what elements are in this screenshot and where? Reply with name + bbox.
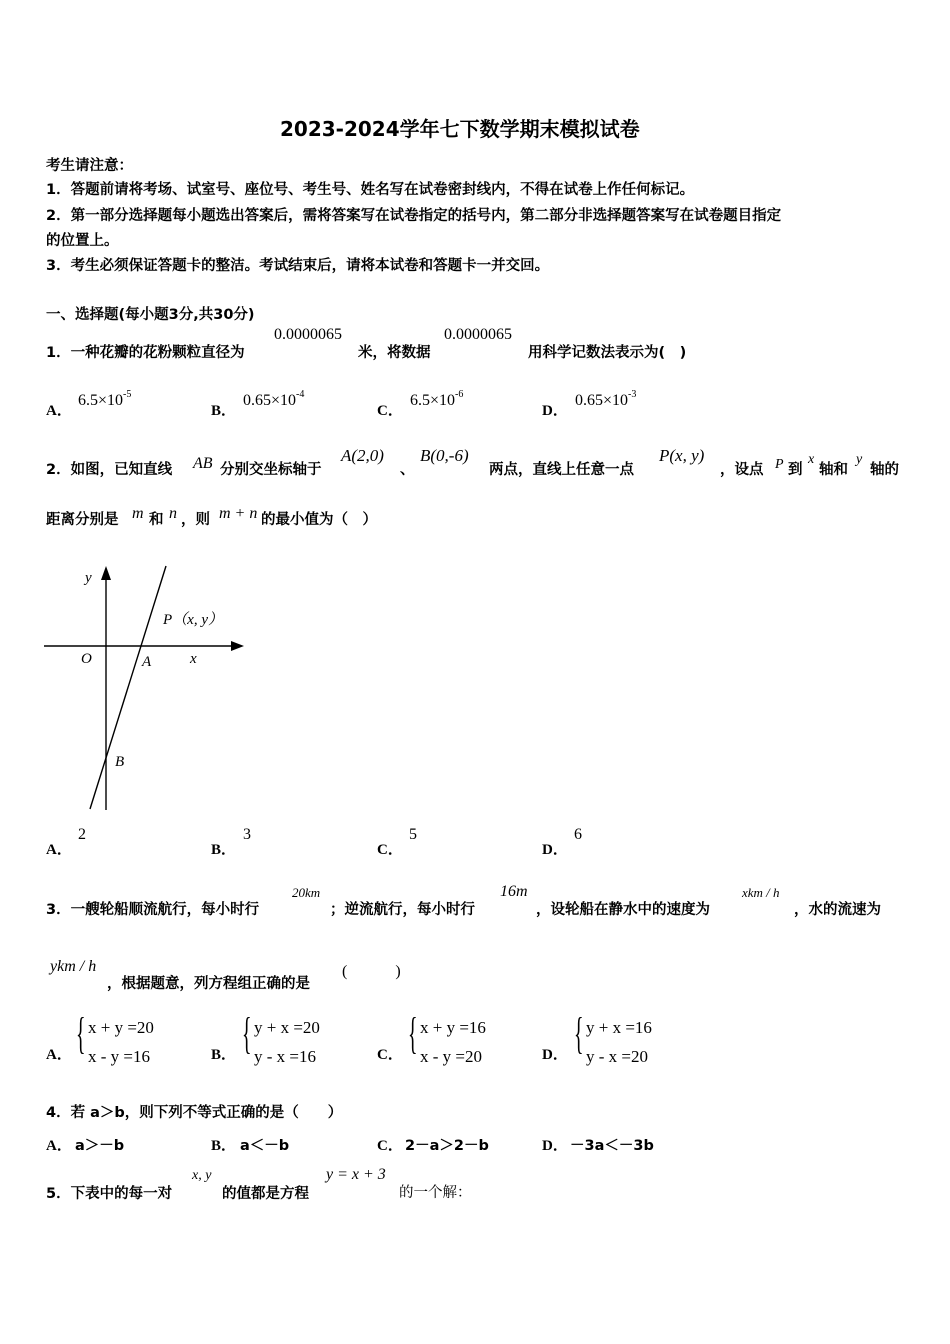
equation: y + x =16 — [586, 1018, 652, 1037]
option-label: A． — [46, 1138, 72, 1154]
q2-text: 轴和 — [819, 462, 848, 478]
brace: { — [242, 1009, 252, 1058]
equation-system — [254, 1013, 320, 1071]
q5-text: 的一个解： — [399, 1185, 472, 1201]
q2-text: 距离分别是 — [46, 512, 119, 528]
q5-math: x, y — [192, 1168, 212, 1183]
label-y: y — [85, 570, 92, 586]
option-value: 3 — [243, 826, 251, 843]
option-label: A． — [46, 842, 72, 858]
equation-system — [420, 1013, 486, 1071]
q2-math: P(x, y) — [659, 446, 705, 465]
equation: x + y =16 — [420, 1018, 486, 1037]
option-label: D． — [542, 842, 568, 858]
q2-text: 和 — [149, 512, 164, 528]
option-label: C． — [377, 1138, 403, 1154]
option-value: －3a＜－3b — [570, 1138, 654, 1154]
brace: { — [76, 1009, 86, 1058]
q2-math: AB — [193, 455, 213, 472]
q1-number: 0.0000065 — [274, 326, 342, 343]
q1-text: 1．一种花瓣的花粉颗粒直径为 — [46, 345, 245, 361]
option-value: a＞－b — [75, 1138, 125, 1154]
q2-math: A(2,0) — [341, 446, 384, 465]
q5-text: 5．下表中的每一对 — [46, 1186, 173, 1202]
equation: x + y =20 — [88, 1018, 154, 1037]
notice-item: 1．答题前请将考场、试室号、座位号、考生号、姓名写在试卷密封线内，不得在试卷上作任何标记。 — [46, 182, 695, 198]
label-x: x — [190, 651, 197, 667]
equation-system — [88, 1013, 154, 1071]
option-value: a＜－b — [240, 1138, 290, 1154]
q5-text: 的值都是方程 — [222, 1186, 309, 1202]
q2-text: ，设点 — [720, 462, 764, 478]
option-label: C． — [377, 403, 403, 419]
q2-math: m — [132, 505, 144, 522]
label-B: B — [115, 754, 125, 770]
q3-paren: ( ) — [342, 963, 401, 980]
q2-math: B(0,-6) — [420, 446, 469, 465]
q2-text: 轴的 — [870, 462, 899, 478]
option-label: D． — [542, 1138, 568, 1154]
q2-math: y — [856, 452, 863, 467]
q3-text: ，根据题意，列方程组正确的是 — [107, 976, 310, 992]
label-O: O — [81, 651, 92, 667]
option-value: $6.5\times 10^{-6}$ — [410, 389, 464, 409]
option-value: $0.65\times 10^{-3}$ — [575, 389, 637, 409]
option-label: A． — [46, 1047, 72, 1063]
x-axis-arrow — [231, 641, 244, 651]
option-label: B． — [211, 403, 237, 419]
label-A: A — [142, 654, 152, 670]
option-value: $0.65\times 10^{-4}$ — [243, 389, 305, 409]
option-label: D． — [542, 1047, 568, 1063]
q1-text: 米，将数据 — [358, 345, 431, 361]
option-label: C． — [377, 1047, 403, 1063]
notice-item: 3．考生必须保证答题卡的整洁。考试结束后，请将本试卷和答题卡一并交回。 — [46, 258, 550, 274]
equation: y - x =16 — [254, 1047, 316, 1066]
equation: y + x =20 — [254, 1018, 320, 1037]
equation-system — [586, 1013, 652, 1071]
q2-text: ，则 — [181, 512, 210, 528]
y-axis-arrow — [101, 566, 111, 580]
q3-text: ，水的流速为 — [794, 902, 881, 918]
equation: x - y =16 — [88, 1047, 150, 1066]
q3-math: xkm / h — [742, 885, 780, 900]
page-title: 2023-2024学年七下数学期末模拟试卷 — [280, 117, 640, 141]
option-value: 2－a＞2－b — [405, 1138, 489, 1154]
q2-math: x — [808, 452, 815, 467]
option-label: D． — [542, 403, 568, 419]
brace: { — [574, 1009, 584, 1058]
label-P: P（x, y） — [163, 612, 223, 628]
option-value: 5 — [409, 826, 417, 843]
q1-text: 用科学记数法表示为( ) — [528, 345, 687, 361]
option-label: C． — [377, 842, 403, 858]
option-value: 6 — [574, 826, 582, 843]
line-AB — [90, 566, 166, 809]
option-value: 2 — [78, 826, 86, 843]
q4-text: 4．若 a＞b，则下列不等式正确的是（ ） — [46, 1105, 343, 1121]
q5-math: y = x + 3 — [326, 1166, 386, 1183]
option-label: A． — [46, 403, 72, 419]
q2-text: 的最小值为（ ） — [261, 512, 377, 528]
equation: y - x =20 — [586, 1047, 648, 1066]
q3-math: ykm / h — [50, 958, 97, 975]
notice-heading: 考生请注意： — [46, 158, 133, 174]
q2-text: 、 — [400, 462, 415, 478]
q2-text: 分别交坐标轴于 — [220, 462, 322, 478]
option-label: B． — [211, 1047, 237, 1063]
q2-math: P — [775, 457, 784, 472]
q3-math: 20km — [292, 885, 321, 900]
brace: { — [408, 1009, 418, 1058]
q2-text: 两点，直线上任意一点 — [489, 462, 634, 478]
coordinate-figure — [40, 560, 270, 815]
q2-text: 到 — [788, 462, 803, 478]
q2-math: m + n — [219, 505, 258, 522]
q2-math: n — [169, 505, 177, 522]
notice-item: 2．第一部分选择题每小题选出答案后，需将答案写在试卷指定的括号内，第二部分非选择题答案写在试卷题目指定 — [46, 208, 782, 224]
option-label: B． — [211, 1138, 237, 1154]
option-label: B． — [211, 842, 237, 858]
option-value: $6.5\times 10^{-5}$ — [78, 389, 132, 409]
section-heading: 一、选择题(每小题3分,共30分) — [46, 307, 255, 323]
notice-item: 的位置上。 — [46, 233, 119, 249]
equation: x - y =20 — [420, 1047, 482, 1066]
q3-text: ；逆流航行，每小时行 — [330, 902, 475, 918]
q3-text: 3．一艘轮船顺流航行，每小时行 — [46, 902, 260, 918]
q3-text: ，设轮船在静水中的速度为 — [536, 902, 710, 918]
q1-number: 0.0000065 — [444, 326, 512, 343]
q3-math: 16m — [500, 883, 528, 900]
q2-text: 2．如图，已知直线 — [46, 462, 173, 478]
